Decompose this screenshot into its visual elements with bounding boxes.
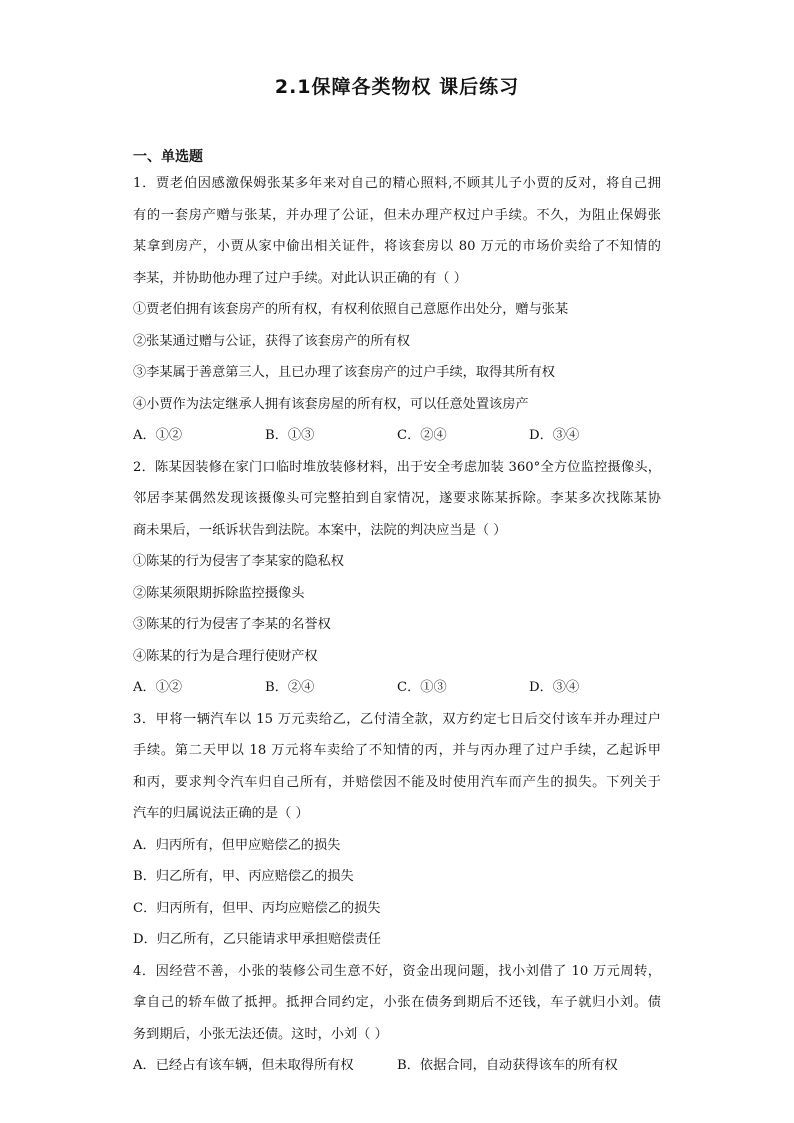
option-b: B．依据合同，自动获得该车的所有权 <box>397 1058 618 1073</box>
statement-item: ④陈某的行为是合理行使财产权 <box>133 648 318 664</box>
answer-options <box>133 420 661 452</box>
option-b: B．归乙所有，甲、丙应赔偿乙的损失 <box>133 869 354 884</box>
statement-item: ①贾老伯拥有该套房产的所有权，有权利依照自己意愿作出处分，赠与张某 <box>133 302 569 317</box>
question-2 <box>133 452 661 704</box>
option-c: C．①③ <box>397 680 447 695</box>
option-b: B．②④ <box>265 680 315 695</box>
option-d: D．归乙所有，乙只能请求甲承担赔偿责任 <box>133 932 381 947</box>
question-text-line: 务到期后，小张无法还债。这时，小刘（ ） <box>133 1026 388 1042</box>
question-text-line: 李某，并协助他办理了过户手续。对此认识正确的有（ ） <box>133 270 467 286</box>
option-c: C．归丙所有，但甲、丙均应赔偿乙的损失 <box>133 900 381 916</box>
statement-item: ③李某属于善意第三人，且已办理了该套房产的过户手续，取得其所有权 <box>133 365 555 380</box>
section-heading: 一、单选题 <box>133 149 203 165</box>
question-text-line: 4．因经营不善，小张的装修公司生意不好，资金出现问题，找小刘借了 10 万元周转， <box>133 963 661 979</box>
question-1 <box>133 168 661 452</box>
question-text-line: 有的一套房产赠与张某，并办理了公证，但未办理产权过户手续。不久，为阻止保姆张 <box>133 207 661 223</box>
option-a: A．①② <box>133 428 183 443</box>
question-text-line: 拿自己的轿车做了抵押。抵押合同约定，小张在债务到期后不还钱，车子就归小刘。债 <box>133 995 661 1010</box>
option-a: A．①② <box>133 680 183 695</box>
statement-item: ④小贾作为法定继承人拥有该套房屋的所有权，可以任意处置该房产 <box>133 396 529 412</box>
question-text-line: 汽车的归属说法正确的是（ ） <box>133 806 309 821</box>
question-text-line: 和丙，要求判令汽车归自己所有，并赔偿因不能及时使用汽车而产生的损失。下列关于 <box>133 774 661 790</box>
question-text-line: 商未果后，一纸诉状告到法院。本案中，法院的判决应当是（ ） <box>133 522 507 538</box>
option-d: D．③④ <box>529 428 580 443</box>
question-text-line: 某拿到房产，小贾从家中偷出相关证件，将该套房以 80 万元的市场价卖给了不知情的 <box>133 239 661 254</box>
statement-item: ②陈某须限期拆除监控摄像头 <box>133 585 305 601</box>
statement-item: ①陈某的行为侵害了李某家的隐私权 <box>133 554 344 569</box>
question-3 <box>133 704 661 956</box>
option-b: B．①③ <box>265 428 315 443</box>
question-4 <box>133 956 661 1082</box>
answer-options <box>133 1050 661 1082</box>
statement-item: ③陈某的行为侵害了李某的名誉权 <box>133 617 331 632</box>
option-d: D．③④ <box>529 680 580 695</box>
page-title: 2.1保障各类物权 课后练习 <box>274 76 520 98</box>
question-text-line: 3．甲将一辆汽车以 15 万元卖给乙，乙付清全款，双方约定七日后交付该车并办理过户 <box>133 711 661 727</box>
option-a: A．归丙所有，但甲应赔偿乙的损失 <box>133 837 341 853</box>
question-text-line: 手续。第二天甲以 18 万元将车卖给了不知情的丙，并与丙办理了过户手续，乙起诉甲 <box>133 743 661 758</box>
question-text-line: 1．贾老伯因感激保姆张某多年来对自己的精心照料,不顾其儿子小贾的反对，将自己拥 <box>133 176 661 191</box>
answer-options <box>133 672 661 704</box>
option-c: C．②④ <box>397 428 447 443</box>
questions-body <box>133 168 661 1082</box>
question-text-line: 邻居李某偶然发现该摄像头可完整拍到自家情况，遂要求陈某拆除。李某多次找陈某协 <box>133 491 661 506</box>
question-text-line: 2．陈某因装修在家门口临时堆放装修材料，出于安全考虑加装 360°全方位监控摄像头， <box>133 459 661 475</box>
option-a: A．已经占有该车辆，但未取得所有权 <box>133 1058 354 1073</box>
statement-item: ②张某通过赠与公证，获得了该套房产的所有权 <box>133 333 410 349</box>
